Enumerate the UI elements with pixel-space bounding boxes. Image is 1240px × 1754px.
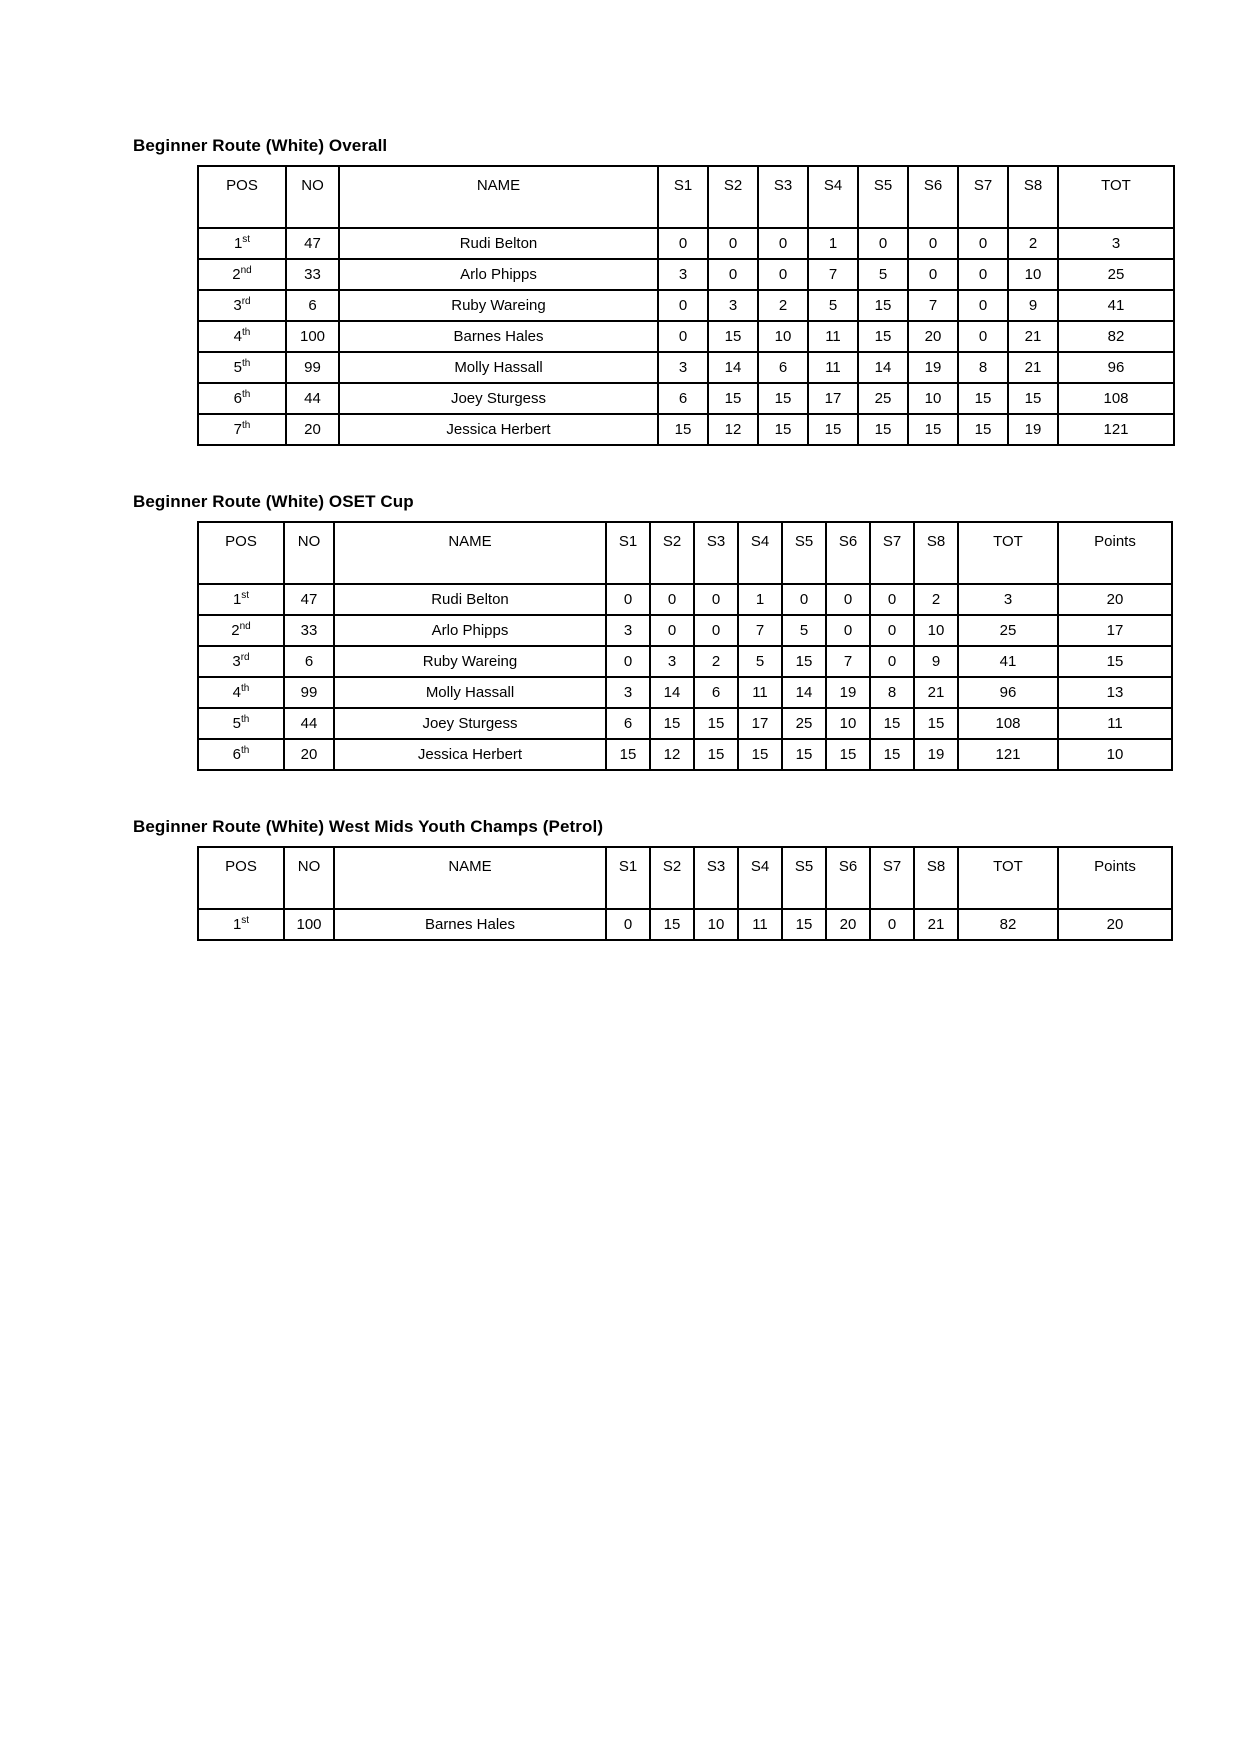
rider-number-cell: 100 — [286, 321, 339, 352]
col-header-pos: POS — [198, 166, 286, 228]
pos-cell — [198, 584, 284, 615]
points-cell: 11 — [1058, 708, 1172, 739]
col-header-s7: S7 — [958, 166, 1008, 228]
col-header-no: NO — [286, 166, 339, 228]
score-cell-s5: 25 — [782, 708, 826, 739]
results-table-west-mids — [197, 846, 1173, 941]
score-cell-s5: 14 — [858, 352, 908, 383]
score-cell-s3: 6 — [758, 352, 808, 383]
rider-number-cell: 20 — [286, 414, 339, 445]
pos-ordinal-suffix: th — [242, 389, 251, 400]
total-cell: 41 — [1058, 290, 1174, 321]
col-header-pos: POS — [198, 847, 284, 909]
col-header-s3: S3 — [758, 166, 808, 228]
score-cell-s2: 0 — [708, 228, 758, 259]
col-header-s2: S2 — [650, 847, 694, 909]
score-cell-s8: 21 — [1008, 321, 1058, 352]
pos-cell — [198, 321, 286, 352]
score-cell-s8: 10 — [1008, 259, 1058, 290]
section-west-mids-youth-champs — [133, 817, 1200, 941]
score-cell-s8: 21 — [914, 909, 958, 940]
score-cell-s1: 6 — [606, 708, 650, 739]
pos-cell — [198, 677, 284, 708]
score-cell-s4: 11 — [738, 909, 782, 940]
score-cell-s3: 15 — [694, 739, 738, 770]
score-cell-s2: 15 — [708, 321, 758, 352]
rider-number-cell: 20 — [284, 739, 334, 770]
score-cell-s6: 0 — [908, 259, 958, 290]
col-header-s2: S2 — [708, 166, 758, 228]
results-table-overall — [197, 165, 1175, 446]
pos-number: 5 — [232, 715, 241, 732]
score-cell-s1: 6 — [658, 383, 708, 414]
total-cell: 96 — [958, 677, 1058, 708]
score-cell-s8: 19 — [914, 739, 958, 770]
rider-name-cell: Rudi Belton — [339, 228, 658, 259]
pos-ordinal-suffix: st — [242, 234, 251, 245]
pos-number: 6 — [232, 746, 241, 763]
score-cell-s1: 0 — [606, 584, 650, 615]
pos-cell — [198, 259, 286, 290]
score-cell-s4: 1 — [808, 228, 858, 259]
rider-number-cell: 47 — [284, 584, 334, 615]
section-title-overall: Beginner Route (White) Overall — [133, 136, 388, 155]
rider-number-cell: 6 — [284, 646, 334, 677]
section-oset-cup — [133, 492, 1200, 771]
score-cell-s2: 15 — [650, 909, 694, 940]
score-cell-s4: 11 — [808, 321, 858, 352]
table-row — [198, 584, 1172, 615]
col-header-s4: S4 — [738, 522, 782, 584]
pos-ordinal-suffix: rd — [241, 296, 251, 307]
col-header-s6: S6 — [908, 166, 958, 228]
score-cell-s1: 0 — [606, 909, 650, 940]
rider-number-cell: 99 — [286, 352, 339, 383]
col-header-tot: TOT — [958, 847, 1058, 909]
score-cell-s2: 0 — [708, 259, 758, 290]
score-cell-s5: 15 — [782, 739, 826, 770]
pos-number: 2 — [231, 622, 240, 639]
rider-name-cell: Joey Sturgess — [339, 383, 658, 414]
rider-name-cell: Jessica Herbert — [339, 414, 658, 445]
pos-cell — [198, 708, 284, 739]
total-cell: 121 — [958, 739, 1058, 770]
score-cell-s6: 7 — [908, 290, 958, 321]
col-header-s4: S4 — [738, 847, 782, 909]
score-cell-s3: 15 — [758, 383, 808, 414]
score-cell-s3: 6 — [694, 677, 738, 708]
score-cell-s5: 15 — [782, 909, 826, 940]
pos-ordinal-suffix: th — [241, 745, 250, 756]
section-title-west-mids: Beginner Route (White) West Mids Youth Champs (Petrol) — [133, 817, 604, 836]
header-row — [198, 166, 1174, 228]
total-cell: 41 — [958, 646, 1058, 677]
score-cell-s4: 7 — [738, 615, 782, 646]
table-row — [198, 321, 1174, 352]
pos-number: 1 — [232, 916, 242, 933]
score-cell-s8: 15 — [1008, 383, 1058, 414]
col-header-no: NO — [284, 522, 334, 584]
score-cell-s4: 11 — [808, 352, 858, 383]
col-header-pos: POS — [198, 522, 284, 584]
pos-number: 4 — [233, 328, 242, 345]
score-cell-s3: 15 — [758, 414, 808, 445]
total-cell: 3 — [958, 584, 1058, 615]
score-cell-s3: 0 — [758, 259, 808, 290]
score-cell-s3: 0 — [758, 228, 808, 259]
pos-number: 6 — [233, 390, 242, 407]
table-row — [198, 909, 1172, 940]
table-row — [198, 259, 1174, 290]
pos-ordinal-suffix: rd — [240, 652, 250, 663]
col-header-name: NAME — [334, 847, 606, 909]
rider-name-cell: Arlo Phipps — [339, 259, 658, 290]
score-cell-s8: 15 — [914, 708, 958, 739]
score-cell-s6: 20 — [826, 909, 870, 940]
rider-name-cell: Barnes Hales — [334, 909, 606, 940]
score-cell-s8: 2 — [914, 584, 958, 615]
table-row — [198, 228, 1174, 259]
pos-ordinal-suffix: nd — [239, 621, 251, 632]
score-cell-s1: 0 — [606, 646, 650, 677]
score-cell-s4: 17 — [738, 708, 782, 739]
points-cell: 20 — [1058, 584, 1172, 615]
col-header-s6: S6 — [826, 522, 870, 584]
col-header-tot: TOT — [1058, 166, 1174, 228]
rider-name-cell: Barnes Hales — [339, 321, 658, 352]
score-cell-s3: 2 — [694, 646, 738, 677]
score-cell-s2: 15 — [708, 383, 758, 414]
score-cell-s4: 15 — [738, 739, 782, 770]
pos-ordinal-suffix: th — [242, 327, 251, 338]
score-cell-s7: 15 — [870, 708, 914, 739]
col-header-s2: S2 — [650, 522, 694, 584]
total-cell: 108 — [1058, 383, 1174, 414]
score-cell-s6: 10 — [908, 383, 958, 414]
score-cell-s8: 9 — [1008, 290, 1058, 321]
rider-number-cell: 6 — [286, 290, 339, 321]
score-cell-s6: 15 — [826, 739, 870, 770]
pos-cell — [198, 414, 286, 445]
col-header-s1: S1 — [606, 522, 650, 584]
col-header-name: NAME — [339, 166, 658, 228]
score-cell-s7: 0 — [870, 615, 914, 646]
points-cell: 10 — [1058, 739, 1172, 770]
score-cell-s7: 0 — [870, 909, 914, 940]
total-cell: 82 — [1058, 321, 1174, 352]
score-cell-s5: 15 — [858, 290, 908, 321]
score-cell-s7: 0 — [958, 321, 1008, 352]
total-cell: 82 — [958, 909, 1058, 940]
score-cell-s1: 3 — [606, 677, 650, 708]
score-cell-s8: 21 — [914, 677, 958, 708]
score-cell-s4: 7 — [808, 259, 858, 290]
col-header-name: NAME — [334, 522, 606, 584]
pos-number: 2 — [232, 266, 241, 283]
total-cell: 3 — [1058, 228, 1174, 259]
total-cell: 25 — [958, 615, 1058, 646]
col-header-s5: S5 — [782, 847, 826, 909]
score-cell-s1: 0 — [658, 228, 708, 259]
pos-cell — [198, 383, 286, 414]
score-cell-s5: 15 — [782, 646, 826, 677]
points-cell: 13 — [1058, 677, 1172, 708]
pos-ordinal-suffix: th — [241, 714, 250, 725]
score-cell-s2: 0 — [650, 615, 694, 646]
score-cell-s7: 0 — [958, 228, 1008, 259]
total-cell: 121 — [1058, 414, 1174, 445]
score-cell-s1: 15 — [606, 739, 650, 770]
pos-number: 5 — [233, 359, 242, 376]
rider-number-cell: 33 — [284, 615, 334, 646]
score-cell-s7: 15 — [958, 414, 1008, 445]
pos-number: 1 — [232, 591, 242, 608]
score-cell-s2: 12 — [708, 414, 758, 445]
score-cell-s2: 14 — [708, 352, 758, 383]
pos-cell — [198, 739, 284, 770]
score-cell-s7: 15 — [870, 739, 914, 770]
col-header-s6: S6 — [826, 847, 870, 909]
col-header-points: Points — [1058, 847, 1172, 909]
col-header-points: Points — [1058, 522, 1172, 584]
score-cell-s7: 0 — [958, 259, 1008, 290]
pos-number: 4 — [232, 684, 241, 701]
pos-cell — [198, 290, 286, 321]
score-cell-s6: 0 — [826, 615, 870, 646]
score-cell-s6: 15 — [908, 414, 958, 445]
rider-name-cell: Molly Hassall — [334, 677, 606, 708]
score-cell-s5: 25 — [858, 383, 908, 414]
score-cell-s3: 0 — [694, 615, 738, 646]
score-cell-s5: 5 — [782, 615, 826, 646]
total-cell: 25 — [1058, 259, 1174, 290]
pos-cell — [198, 228, 286, 259]
score-cell-s5: 0 — [858, 228, 908, 259]
score-cell-s5: 15 — [858, 321, 908, 352]
score-cell-s7: 8 — [958, 352, 1008, 383]
pos-ordinal-suffix: th — [242, 420, 251, 431]
score-cell-s4: 15 — [808, 414, 858, 445]
pos-cell — [198, 909, 284, 940]
col-header-s8: S8 — [1008, 166, 1058, 228]
pos-ordinal-suffix: st — [241, 590, 250, 601]
rider-number-cell: 47 — [286, 228, 339, 259]
pos-ordinal-suffix: th — [241, 683, 250, 694]
score-cell-s4: 17 — [808, 383, 858, 414]
pos-number: 3 — [232, 653, 241, 670]
pos-cell — [198, 352, 286, 383]
table-row — [198, 646, 1172, 677]
rider-name-cell: Joey Sturgess — [334, 708, 606, 739]
table-row — [198, 739, 1172, 770]
table-row — [198, 677, 1172, 708]
score-cell-s7: 15 — [958, 383, 1008, 414]
score-cell-s6: 10 — [826, 708, 870, 739]
score-cell-s6: 0 — [908, 228, 958, 259]
score-cell-s2: 14 — [650, 677, 694, 708]
rider-name-cell: Jessica Herbert — [334, 739, 606, 770]
rider-name-cell: Molly Hassall — [339, 352, 658, 383]
points-cell: 17 — [1058, 615, 1172, 646]
rider-number-cell: 99 — [284, 677, 334, 708]
score-cell-s3: 10 — [758, 321, 808, 352]
col-header-s1: S1 — [606, 847, 650, 909]
score-cell-s2: 3 — [650, 646, 694, 677]
score-cell-s8: 9 — [914, 646, 958, 677]
col-header-no: NO — [284, 847, 334, 909]
table-row — [198, 414, 1174, 445]
score-cell-s3: 2 — [758, 290, 808, 321]
col-header-s1: S1 — [658, 166, 708, 228]
score-cell-s7: 0 — [870, 646, 914, 677]
pos-number: 1 — [233, 235, 243, 252]
rider-name-cell: Arlo Phipps — [334, 615, 606, 646]
rider-number-cell: 100 — [284, 909, 334, 940]
score-cell-s1: 3 — [658, 352, 708, 383]
pos-cell — [198, 646, 284, 677]
col-header-s3: S3 — [694, 847, 738, 909]
points-cell: 15 — [1058, 646, 1172, 677]
header-row — [198, 522, 1172, 584]
score-cell-s4: 1 — [738, 584, 782, 615]
score-cell-s2: 0 — [650, 584, 694, 615]
rider-name-cell: Ruby Wareing — [334, 646, 606, 677]
col-header-s8: S8 — [914, 847, 958, 909]
section-title-oset-cup: Beginner Route (White) OSET Cup — [133, 492, 414, 511]
pos-ordinal-suffix: nd — [240, 265, 252, 276]
score-cell-s5: 14 — [782, 677, 826, 708]
score-cell-s3: 10 — [694, 909, 738, 940]
score-cell-s1: 0 — [658, 321, 708, 352]
pos-ordinal-suffix: st — [241, 915, 250, 926]
score-cell-s4: 5 — [738, 646, 782, 677]
total-cell: 108 — [958, 708, 1058, 739]
score-cell-s5: 0 — [782, 584, 826, 615]
total-cell: 96 — [1058, 352, 1174, 383]
score-cell-s4: 5 — [808, 290, 858, 321]
score-cell-s6: 19 — [908, 352, 958, 383]
score-cell-s1: 15 — [658, 414, 708, 445]
score-cell-s8: 21 — [1008, 352, 1058, 383]
col-header-s7: S7 — [870, 522, 914, 584]
score-cell-s3: 15 — [694, 708, 738, 739]
section-overall — [133, 136, 1200, 446]
header-row — [198, 847, 1172, 909]
score-cell-s3: 0 — [694, 584, 738, 615]
pos-cell — [198, 615, 284, 646]
rider-name-cell: Rudi Belton — [334, 584, 606, 615]
col-header-tot: TOT — [958, 522, 1058, 584]
col-header-s4: S4 — [808, 166, 858, 228]
rider-number-cell: 33 — [286, 259, 339, 290]
score-cell-s7: 8 — [870, 677, 914, 708]
score-cell-s6: 7 — [826, 646, 870, 677]
score-cell-s1: 3 — [606, 615, 650, 646]
score-cell-s4: 11 — [738, 677, 782, 708]
points-cell: 20 — [1058, 909, 1172, 940]
table-row — [198, 615, 1172, 646]
table-row — [198, 708, 1172, 739]
score-cell-s1: 3 — [658, 259, 708, 290]
score-cell-s7: 0 — [870, 584, 914, 615]
score-cell-s2: 15 — [650, 708, 694, 739]
col-header-s7: S7 — [870, 847, 914, 909]
score-cell-s8: 19 — [1008, 414, 1058, 445]
score-cell-s6: 19 — [826, 677, 870, 708]
score-cell-s7: 0 — [958, 290, 1008, 321]
score-cell-s8: 10 — [914, 615, 958, 646]
rider-name-cell: Ruby Wareing — [339, 290, 658, 321]
score-cell-s8: 2 — [1008, 228, 1058, 259]
score-cell-s5: 5 — [858, 259, 908, 290]
score-cell-s6: 0 — [826, 584, 870, 615]
score-cell-s5: 15 — [858, 414, 908, 445]
results-table-oset-cup — [197, 521, 1173, 771]
col-header-s3: S3 — [694, 522, 738, 584]
pos-ordinal-suffix: th — [242, 358, 251, 369]
col-header-s5: S5 — [858, 166, 908, 228]
table-row — [198, 352, 1174, 383]
score-cell-s1: 0 — [658, 290, 708, 321]
col-header-s5: S5 — [782, 522, 826, 584]
pos-number: 7 — [233, 421, 242, 438]
table-row — [198, 290, 1174, 321]
rider-number-cell: 44 — [284, 708, 334, 739]
rider-number-cell: 44 — [286, 383, 339, 414]
table-row — [198, 383, 1174, 414]
score-cell-s6: 20 — [908, 321, 958, 352]
col-header-s8: S8 — [914, 522, 958, 584]
score-cell-s2: 3 — [708, 290, 758, 321]
score-cell-s2: 12 — [650, 739, 694, 770]
pos-number: 3 — [233, 297, 242, 314]
